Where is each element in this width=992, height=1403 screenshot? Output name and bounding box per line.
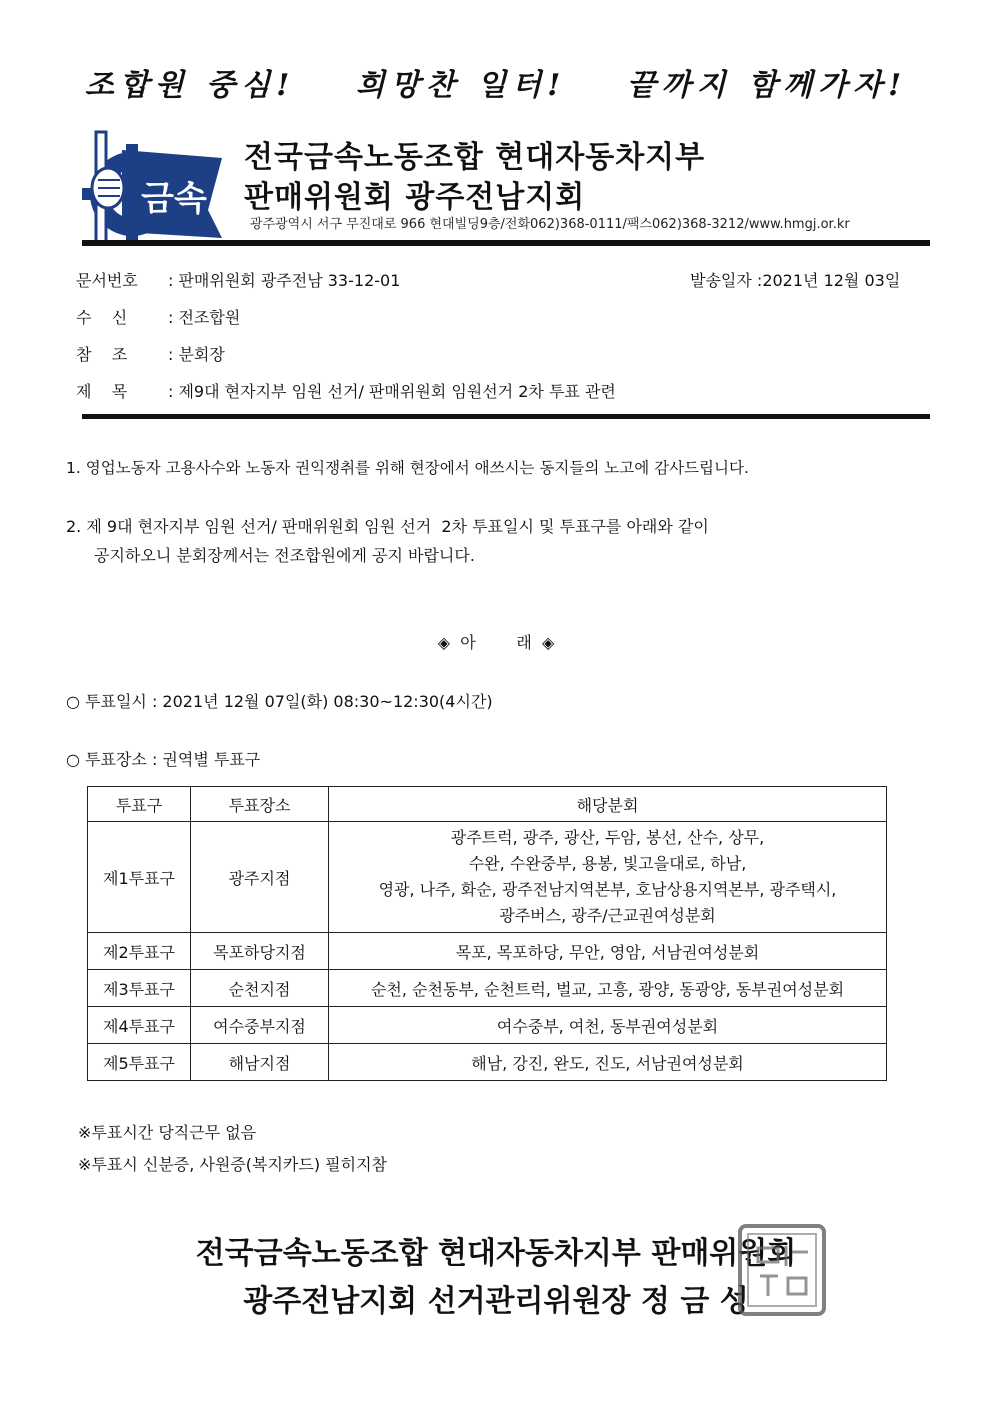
reference-label: 참 조 <box>76 345 128 364</box>
table-row <box>88 970 887 1007</box>
subject-value: : 제9대 현자지부 임원 선거/ 판매위원회 임원선거 2차 투표 관련 <box>168 382 616 401</box>
branches-line: 수완, 수완중부, 용봉, 빛고을대로, 하남, <box>468 854 747 873</box>
reference-value: : 분회장 <box>168 345 225 364</box>
branches-cell: 해남, 강진, 완도, 진도, 서남권여성분회 <box>329 1044 887 1081</box>
send-date-value: :2021년 12월 03일 <box>756 271 901 290</box>
table-header-district: 투표구 <box>88 787 191 822</box>
table-row <box>88 1007 887 1044</box>
table-header-branches: 해당분회 <box>329 787 887 822</box>
send-date-label: 발송일자 <box>690 271 752 290</box>
footer-line-2: 광주전남지회 선거관리위원장 정 금 성 <box>243 1284 749 1319</box>
doc-number-value: : 판매위원회 광주전남 33-12-01 <box>168 271 401 290</box>
recipient-row <box>76 305 240 328</box>
subject-row <box>76 379 616 402</box>
doc-number-label: 문서번호 <box>76 271 138 290</box>
district-cell: 제5투표구 <box>88 1044 191 1081</box>
header-divider <box>82 240 930 246</box>
slogan <box>0 60 992 104</box>
place-cell: 광주지점 <box>191 822 329 933</box>
meta-divider <box>82 414 930 419</box>
branches-line: 광주버스, 광주/근교권여성분회 <box>499 906 716 925</box>
note-2: ※투표시 신분증, 사원증(복지카드) 필히지참 <box>78 1155 387 1174</box>
slogan-part-1: 조합원 중심! <box>84 68 296 103</box>
district-cell: 제4투표구 <box>88 1007 191 1044</box>
send-date-row <box>690 268 900 291</box>
paragraph-2-line-2: 공지하오니 분회장께서는 전조합원에게 공지 바랍니다. <box>94 546 475 565</box>
official-seal-icon <box>736 1222 828 1318</box>
reference-row <box>76 342 225 365</box>
slogan-part-3: 끝까지 함께가자! <box>626 68 908 103</box>
branches-cell: 목포, 목포하당, 무안, 영암, 서남권여성분회 <box>329 933 887 970</box>
org-address: 광주광역시 서구 무진대로 966 현대빌딩9층/전화062)368-0111/팩스062)368-3212/www.hmgj.or.kr <box>250 217 850 232</box>
vote-place: ○ 투표장소 : 권역별 투표구 <box>66 750 261 769</box>
paragraph-1: 1. 영업노동자 고용사수와 노동자 권익쟁취를 위해 현장에서 애쓰시는 동지들의 노고에 감사드립니다. <box>66 459 749 477</box>
recipient-value: : 전조합원 <box>168 308 241 327</box>
section-title: ◈ 아 래 ◈ <box>437 633 555 652</box>
branches-cell: 순천, 순천동부, 순천트럭, 벌교, 고흥, 광양, 동광양, 동부권여성분회 <box>329 970 887 1007</box>
district-cell: 제3투표구 <box>88 970 191 1007</box>
table-header-place: 투표장소 <box>191 787 329 822</box>
footer-line-1: 전국금속노동조합 현대자동차지부 판매위원회 <box>195 1236 797 1271</box>
branches-cell: 여수중부, 여천, 동부권여성분회 <box>329 1007 887 1044</box>
place-cell: 목포하당지점 <box>191 933 329 970</box>
recipient-label: 수 신 <box>76 308 128 327</box>
table-row <box>88 822 887 933</box>
polling-table <box>87 786 887 1081</box>
district-cell: 제2투표구 <box>88 933 191 970</box>
table-header-row <box>88 787 887 822</box>
table-row <box>88 1044 887 1081</box>
vote-time: ○ 투표일시 : 2021년 12월 07일(화) 08:30~12:30(4시간) <box>66 692 493 711</box>
org-name-line-2: 판매위원회 광주전남지회 <box>244 180 586 215</box>
note-1: ※투표시간 당직근무 없음 <box>78 1123 257 1142</box>
fist-gear-logo-icon <box>82 128 228 248</box>
branches-line: 영광, 나주, 화순, 광주전남지역본부, 호남상용지역본부, 광주택시, <box>378 880 837 899</box>
branches-cell <box>329 822 887 933</box>
district-cell: 제1투표구 <box>88 822 191 933</box>
org-name-line-1: 전국금속노동조합 현대자동차지부 <box>244 140 706 175</box>
branches-line: 광주트럭, 광주, 광산, 두암, 봉선, 산수, 상무, <box>450 828 765 847</box>
subject-label: 제 목 <box>76 382 128 401</box>
paragraph-2-line-1: 2. 제 9대 현자지부 임원 선거/ 판매위원회 임원 선거 2차 투표일시 및 투표구를 아래와 같이 <box>66 517 709 536</box>
doc-number-row <box>76 268 400 291</box>
slogan-part-2: 희망찬 일터! <box>355 68 567 103</box>
table-row <box>88 933 887 970</box>
place-cell: 여수중부지점 <box>191 1007 329 1044</box>
svg-text:금속: 금속 <box>141 179 207 219</box>
place-cell: 해남지점 <box>191 1044 329 1081</box>
place-cell: 순천지점 <box>191 970 329 1007</box>
